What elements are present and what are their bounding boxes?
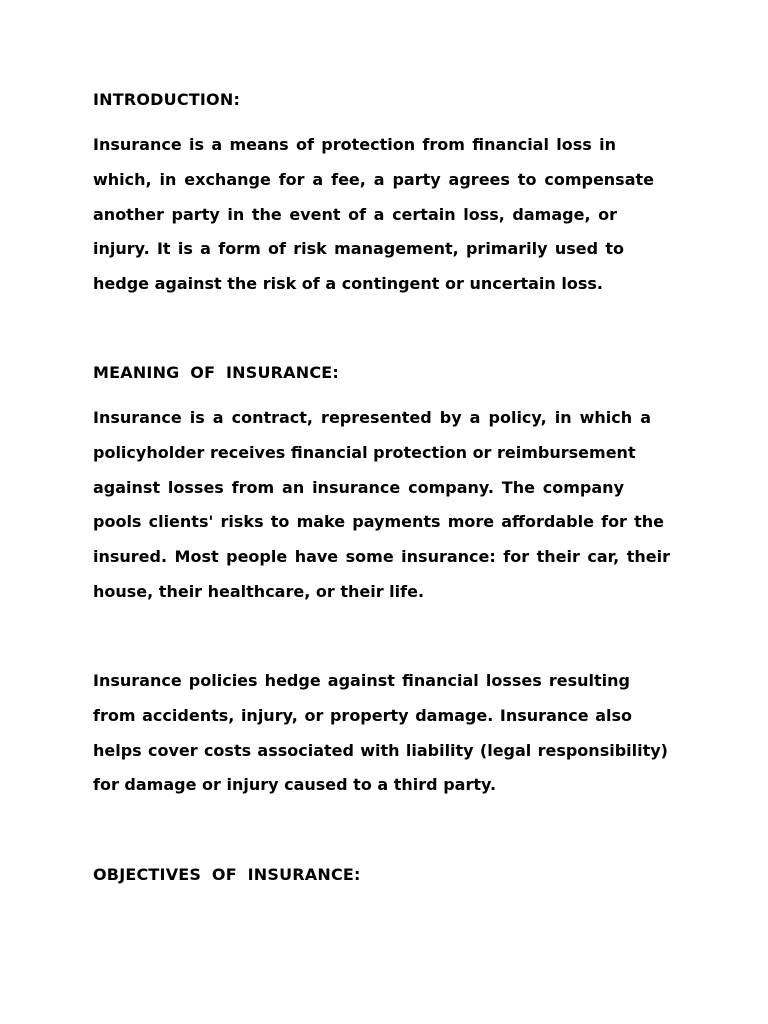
- paragraph-line: pools clients' risks to make payments more affordable for the: [93, 512, 664, 532]
- paragraph-line: another party in the event of a certain loss, damage, or: [93, 204, 617, 224]
- paragraph-line: Insurance policies hedge against financial losses resulting: [93, 671, 630, 690]
- paragraph-line: Insurance is a means of protection from financial loss in: [93, 135, 616, 154]
- section-heading-objectives-of-insurance: OBJECTIVES OF INSURANCE:: [93, 865, 361, 884]
- section-heading-meaning-of-insurance: MEANING OF INSURANCE:: [93, 363, 339, 382]
- paragraph-line: Insurance is a contract, represented by a policy, in which a: [93, 408, 651, 427]
- paragraph-line: insured. Most people have some insurance: for their car, their: [93, 547, 670, 567]
- paragraph-line: against losses from an insurance company. The company: [93, 477, 624, 497]
- paragraph-line: which, in exchange for a fee, a party agrees to compensate: [93, 169, 654, 189]
- paragraph-line: for damage or injury caused to a third party.: [93, 775, 497, 795]
- paragraph-line: hedge against the risk of a contingent or uncertain loss.: [93, 274, 603, 294]
- introduction-paragraph: [93, 128, 654, 302]
- meaning-paragraph-1: [93, 401, 670, 610]
- paragraph-line: from accidents, injury, or property damage. Insurance also: [93, 705, 632, 725]
- meaning-paragraph-2: [93, 664, 668, 803]
- paragraph-line: house, their healthcare, or their life.: [93, 581, 425, 601]
- section-heading-introduction: INTRODUCTION:: [93, 90, 241, 109]
- paragraph-line: injury. It is a form of risk management, primarily used to: [93, 239, 624, 259]
- paragraph-line: helps cover costs associated with liability (legal responsibility): [93, 740, 668, 760]
- paragraph-line: policyholder receives financial protection or reimbursement: [93, 442, 636, 462]
